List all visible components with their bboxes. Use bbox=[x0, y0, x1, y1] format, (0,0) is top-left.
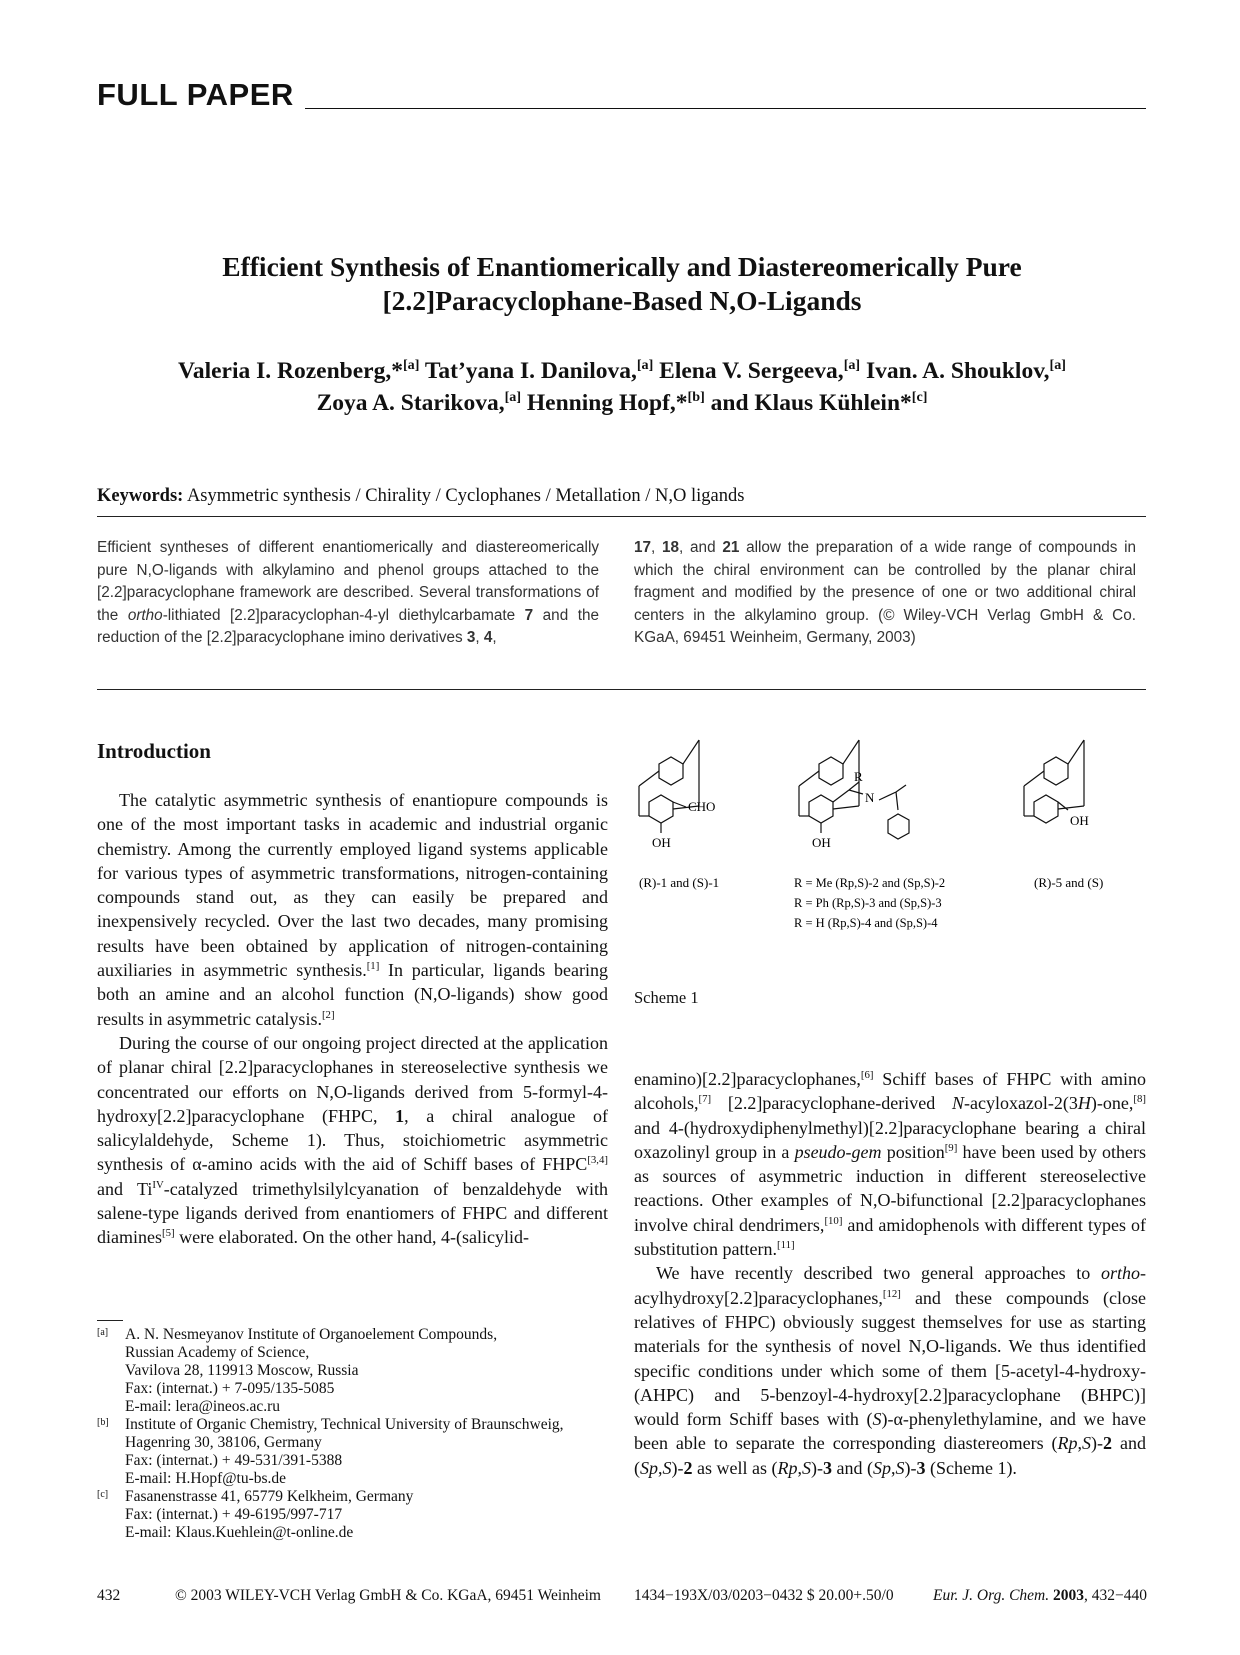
cho-label: CHO bbox=[688, 799, 716, 814]
citation: [9] bbox=[944, 1141, 958, 1154]
page-number: 432 bbox=[97, 1587, 121, 1604]
text: S bbox=[801, 1457, 811, 1478]
oh-label: OH bbox=[1070, 813, 1089, 828]
header-rule bbox=[305, 108, 1146, 109]
paragraph bbox=[97, 788, 608, 1031]
journal-pages: , 432−440 bbox=[1084, 1587, 1147, 1604]
abstract-text: ortho bbox=[127, 606, 163, 624]
compound-caption: R = H (Rp,S)-4 and (Sp,S)-4 bbox=[794, 916, 938, 930]
author-name: Zoya A. Starikova, bbox=[316, 390, 505, 416]
text: Sp bbox=[872, 1457, 891, 1478]
text: H bbox=[1077, 1093, 1091, 1114]
paragraph bbox=[634, 1067, 1146, 1261]
journal-year: 2003 bbox=[1053, 1587, 1084, 1604]
text: -catalyzed trimethylsilylcyanation of benzaldehyde with salene-type ligands derived from enantiomers of FHPC and different diamines bbox=[97, 1178, 608, 1248]
affiliation-mark: [a] bbox=[402, 357, 420, 374]
author-name: Henning Hopf,* bbox=[526, 390, 688, 416]
text: S bbox=[1082, 1433, 1092, 1454]
footnote-mark: [a] bbox=[97, 1327, 109, 1338]
author-name: Elena V. Sergeeva, bbox=[659, 358, 844, 384]
text: and these compounds (close relatives of FHPC) obviously suggest themselves for use as starting materials for the synthesis of novel N,O-ligands. We thus identified specific conditions under which some of them [5-acetyl-4-hydroxy- (AHPC) and 5-benzoyl-4-hydroxy[2.2]paracyclophane (BHPC)] would form Schiff bases with ( bbox=[634, 1287, 1146, 1430]
r-label: R bbox=[854, 769, 863, 784]
text: (Scheme 1). bbox=[925, 1457, 1017, 1478]
compound-caption: R = Me (Rp,S)-2 and (Sp,S)-2 bbox=[794, 876, 946, 890]
title-line-1: Efficient Synthesis of Enantiomerically and Diastereomerically Pure bbox=[222, 251, 1022, 282]
author-name: Valeria I. Rozenberg,* bbox=[178, 358, 403, 384]
citation: [12] bbox=[882, 1287, 901, 1300]
compound-number: 21 bbox=[722, 539, 740, 556]
section-label: FULL PAPER bbox=[97, 77, 294, 112]
footnote-line: Fax: (internat.) + 7-095/135-5085 bbox=[125, 1380, 335, 1397]
author-name: Tat’yana I. Danilova, bbox=[424, 358, 637, 384]
affiliation-mark: [a] bbox=[843, 357, 861, 374]
citation: [8] bbox=[1133, 1093, 1146, 1106]
author-line-2 bbox=[97, 387, 1147, 419]
text: N bbox=[951, 1093, 964, 1114]
citation: [7] bbox=[698, 1093, 712, 1106]
compound-number: 3 bbox=[822, 1457, 832, 1478]
affiliation-mark: [a] bbox=[636, 357, 654, 374]
compound-number: 7 bbox=[524, 606, 534, 624]
footnote-line: E-mail: Klaus.Kuehlein@t-online.de bbox=[125, 1524, 354, 1541]
paper-title bbox=[97, 250, 1147, 318]
text: )- bbox=[671, 1457, 684, 1478]
text: The catalytic asymmetric synthesis of enantiopure compounds is one of the most important tasks in academic and industrial organic chemistry. Among the currently employed ligand systems applicable for various types of asymmetric transformations, nitrogen-containing compounds stand out, as they can easily be prepared and inexpensively recycled. Over the last two decades, many promising results have been obtained by application of nitrogen-containing auxiliaries in asymmetric synthesis. bbox=[97, 790, 608, 981]
citation: [2] bbox=[321, 1008, 335, 1021]
keywords-text: Asymmetric synthesis / Chirality / Cyclophanes / Metallation / N,O ligands bbox=[186, 486, 745, 506]
compound-number: 17 bbox=[634, 539, 652, 556]
compound-caption: (R)-1 and (S)-1 bbox=[639, 875, 720, 890]
footnote-mark: [c] bbox=[97, 1489, 109, 1500]
abstract-column-2 bbox=[634, 537, 1136, 650]
text: pseudo-gem bbox=[794, 1141, 882, 1162]
affiliation-mark: [c] bbox=[911, 389, 928, 406]
text: -acyloxazol-2(3 bbox=[963, 1093, 1078, 1114]
paracyclophane-5-structure bbox=[1024, 740, 1084, 823]
abstract-text: , bbox=[475, 629, 484, 646]
abstract-bottom-rule bbox=[97, 689, 1146, 690]
text: )-α-phenylethylamine, and we have been able to separate the corresponding diastereomers ( bbox=[634, 1409, 1146, 1454]
n-label: N bbox=[865, 790, 875, 805]
abstract-text: , bbox=[651, 539, 663, 556]
text: )- bbox=[1091, 1433, 1104, 1454]
journal-citation bbox=[933, 1587, 1147, 1605]
text: , bbox=[797, 1457, 802, 1478]
text: )- bbox=[810, 1457, 823, 1478]
footnote-line: E-mail: H.Hopf@tu-bs.de bbox=[125, 1470, 287, 1487]
intro-left-column bbox=[97, 788, 608, 1250]
compound-number: 2 bbox=[1103, 1433, 1113, 1454]
text: Rp bbox=[1057, 1433, 1078, 1454]
abstract-text: , and bbox=[679, 539, 723, 556]
abstract-top-rule bbox=[97, 516, 1146, 517]
affiliation-mark: [b] bbox=[687, 389, 705, 406]
footnote-line: Hagenring 30, 38106, Germany bbox=[125, 1434, 322, 1451]
text: and amidophenols with different types of substitution pattern. bbox=[634, 1214, 1146, 1260]
superscript: IV bbox=[152, 1178, 164, 1191]
citation: [6] bbox=[860, 1069, 874, 1081]
footnote-line: A. N. Nesmeyanov Institute of Organoelement Compounds, bbox=[125, 1326, 498, 1343]
compound-caption: R = Ph (Rp,S)-3 and (Sp,S)-3 bbox=[794, 896, 942, 910]
compound-number: 18 bbox=[662, 539, 680, 556]
abstract-text: Efficient syntheses of different enantiomerically and diastereomerically pure N,O-ligands with alkylamino and phenol groups attached to the [2.2]paracyclophane framework are described. Several transformations of the bbox=[97, 539, 599, 624]
title-line-2: [2.2]Paracyclophane-Based N,O-Ligands bbox=[382, 285, 862, 316]
text: Rp bbox=[777, 1457, 798, 1478]
citation: [5] bbox=[162, 1227, 175, 1240]
text: position bbox=[881, 1141, 945, 1162]
oh-label: OH bbox=[812, 835, 831, 850]
paracyclophane-1-structure bbox=[639, 740, 699, 833]
text: enamino)[2.2]paracyclophanes, bbox=[634, 1069, 861, 1089]
text: In particular, ligands bearing both an amine and an alcohol function (N,O-ligands) show good results in asymmetric catalysis. bbox=[97, 960, 608, 1029]
text: , bbox=[1077, 1433, 1083, 1454]
text: , a chiral analogue of salicylaldehyde, Scheme 1). Thus, stoichiometric asymmetric synthesis of α-amino acids with the aid of Schiff bases of FHPC bbox=[97, 1105, 608, 1175]
compound-number: 3 bbox=[916, 1457, 926, 1478]
footnote-rule bbox=[97, 1320, 123, 1321]
text: [2.2]paracyclophane-derived bbox=[711, 1093, 952, 1114]
schiff-base-structure bbox=[799, 740, 909, 839]
author-name: Ivan. A. Shouklov, bbox=[866, 358, 1050, 384]
citation: [11] bbox=[777, 1239, 795, 1252]
footnote-line: Vavilova 28, 119913 Moscow, Russia bbox=[125, 1362, 359, 1379]
text: were elaborated. On the other hand, 4-(salicylid- bbox=[174, 1227, 529, 1248]
section-heading: Introduction bbox=[97, 739, 211, 763]
text: and 4-(hydroxydiphenylmethyl)[2.2]paracyclophane bearing a chiral oxazolinyl group in a bbox=[634, 1117, 1146, 1162]
copyright-line: © 2003 WILEY-VCH Verlag GmbH & Co. KGaA, 69451 Weinheim bbox=[175, 1587, 601, 1604]
compound-number: 3 bbox=[466, 629, 476, 646]
compound-number: 4 bbox=[483, 629, 493, 646]
citation: [3,4] bbox=[587, 1154, 608, 1167]
paragraph bbox=[634, 1261, 1146, 1480]
paragraph bbox=[97, 1031, 608, 1250]
intro-right-column bbox=[634, 1067, 1146, 1480]
abstract-column-1 bbox=[97, 537, 599, 650]
abstract-text: , bbox=[492, 629, 497, 646]
text: S bbox=[895, 1457, 905, 1478]
author-name: and Klaus Kühlein* bbox=[710, 390, 912, 416]
compound-number: 2 bbox=[683, 1457, 693, 1478]
compound-number: 1 bbox=[395, 1105, 405, 1126]
footnote-line: Russian Academy of Science, bbox=[125, 1344, 310, 1361]
footnote-b bbox=[97, 1416, 608, 1488]
footnote-line: Fax: (internat.) + 49-531/391-5388 bbox=[125, 1452, 343, 1469]
text: Schiff bases of FHPC with amino alcohols, bbox=[634, 1069, 1146, 1114]
footnote-line: Fax: (internat.) + 49-6195/997-717 bbox=[125, 1506, 343, 1523]
text: ortho bbox=[1100, 1263, 1140, 1284]
abstract-text: allow the preparation of a wide range of compounds in which the chiral environment can be controlled by the planar chiral fragment and modified by the presence of one or two additional chiral centers in the alkylamino group. (© Wiley-VCH Verlag GmbH & Co. KGaA, 69451 Weinheim, Germany, 2003) bbox=[634, 539, 1137, 646]
affiliation-footnotes bbox=[97, 1326, 608, 1542]
author-line-1 bbox=[97, 355, 1147, 387]
text: We have recently described two general approaches to bbox=[656, 1263, 1101, 1284]
issn-line: 1434−193X/03/0203−0432 $ 20.00+.50/0 bbox=[634, 1587, 894, 1604]
text: S bbox=[872, 1409, 882, 1430]
text: as well as ( bbox=[692, 1457, 778, 1478]
author-list bbox=[97, 355, 1147, 419]
oh-label: OH bbox=[652, 835, 671, 850]
affiliation-mark: [a] bbox=[1049, 357, 1066, 374]
text: and ( bbox=[634, 1433, 1146, 1478]
abstract-text: and the reduction of the [2.2]paracyclophane imino derivatives bbox=[97, 606, 600, 646]
text: S bbox=[662, 1457, 672, 1478]
journal-name: Eur. J. Org. Chem. bbox=[933, 1587, 1050, 1604]
citation: [10] bbox=[824, 1214, 843, 1227]
footnote-c bbox=[97, 1488, 608, 1542]
text: and Ti bbox=[97, 1178, 153, 1199]
text: , bbox=[658, 1457, 663, 1478]
text: have been used by others as sources of asymmetric induction in different stereoselective reactions. Other examples of N,O-bifunctional [2.2]paracyclophanes involve chiral dendrimers, bbox=[634, 1141, 1146, 1235]
scheme-1-figure bbox=[634, 730, 1146, 965]
footnote-a bbox=[97, 1326, 608, 1416]
footnote-line: E-mail: lera@ineos.ac.ru bbox=[125, 1398, 280, 1415]
text: , bbox=[890, 1457, 896, 1478]
citation: [1] bbox=[366, 960, 380, 973]
text: and ( bbox=[831, 1457, 873, 1478]
affiliation-mark: [a] bbox=[504, 389, 522, 406]
text: -acylhydroxy[2.2]paracyclophanes, bbox=[634, 1263, 1146, 1308]
footnote-line: Institute of Organic Chemistry, Technical University of Braunschweig, bbox=[125, 1416, 564, 1433]
footnote-mark: [b] bbox=[97, 1417, 109, 1428]
abstract-text: -lithiated [2.2]paracyclophan-4-yl diethylcarbamate bbox=[162, 606, 525, 624]
keywords bbox=[97, 486, 744, 507]
scheme-caption: Scheme 1 bbox=[634, 988, 699, 1007]
keywords-label: Keywords: bbox=[97, 486, 184, 506]
footnote-line: Fasanenstrasse 41, 65779 Kelkheim, Germany bbox=[125, 1488, 414, 1505]
text: During the course of our ongoing project directed at the application of planar chiral [2.2]paracyclophanes in stereoselective synthesis we concentrated our efforts on N,O-ligands derived from 5-formyl-4-hydroxy[2.2]paracyclophane (FHPC, bbox=[97, 1032, 608, 1126]
text: Sp bbox=[640, 1457, 658, 1478]
compound-caption: (R)-5 and (S) bbox=[1034, 875, 1104, 890]
text: )- bbox=[904, 1457, 917, 1478]
text: )-one, bbox=[1090, 1093, 1134, 1114]
